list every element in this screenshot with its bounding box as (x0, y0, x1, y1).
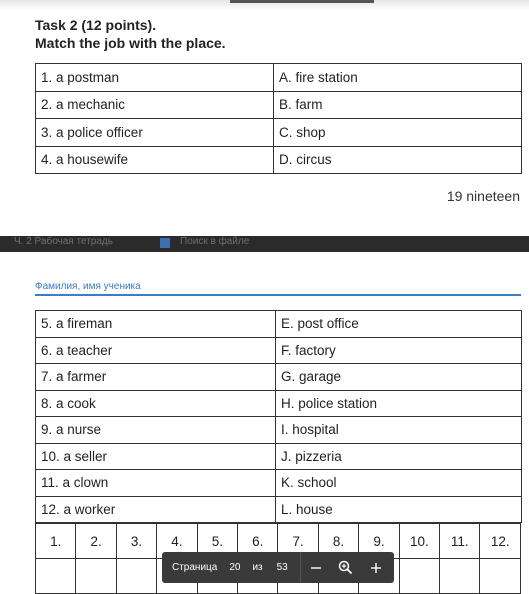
job-cell: 3. a police officer (36, 119, 274, 147)
task-title-line-1: Task 2 (12 points). (35, 17, 157, 33)
table-row (36, 311, 522, 338)
answer-blank-cell (399, 559, 439, 594)
answer-number: 1. (36, 524, 76, 559)
place-cell: F. factory (276, 337, 522, 364)
place-cell: J. pizzeria (276, 443, 522, 470)
zoom-button[interactable] (331, 552, 361, 583)
place-cell: B. farm (274, 91, 522, 119)
table-row (36, 470, 522, 497)
answer-number: 8. (318, 524, 358, 559)
job-cell: 9. a nurse (36, 417, 276, 444)
place-cell: E. post office (276, 311, 522, 338)
table-row (36, 119, 522, 147)
match-table-1 (35, 63, 522, 174)
student-name-label: Фамилия, имя ученика (35, 281, 141, 292)
task-title (35, 16, 226, 52)
answer-number: 5. (197, 524, 237, 559)
viewer-page-separator (0, 236, 529, 252)
answer-number: 7. (278, 524, 318, 559)
total-pages: 53 (276, 562, 288, 573)
minus-icon (310, 562, 322, 574)
table-row (36, 337, 522, 364)
page-number: 19 nineteen (446, 188, 520, 204)
job-cell: 10. a seller (36, 443, 276, 470)
place-cell: A. fire station (274, 64, 522, 92)
job-cell: 2. a mechanic (36, 91, 274, 119)
table-row (36, 91, 522, 119)
match-table-2 (35, 310, 522, 523)
answer-blank-cell (76, 559, 116, 594)
answer-number: 12. (480, 524, 521, 559)
answer-blank-cell (116, 559, 156, 594)
document-icon (160, 238, 170, 248)
answer-number: 11. (440, 524, 480, 559)
job-cell: 4. a housewife (36, 146, 274, 174)
answer-number: 9. (359, 524, 399, 559)
ghost-document-title: Ч. 2 Рабочая тетрадь (14, 236, 113, 247)
task-title-line-2: Match the job with the place. (35, 35, 226, 51)
page-label: Страница (172, 562, 218, 573)
table-row (36, 364, 522, 391)
top-page-tab (230, 0, 374, 3)
table-row (36, 64, 522, 92)
magnifier-icon (338, 560, 353, 575)
job-cell: 11. a clown (36, 470, 276, 497)
answer-number: 6. (238, 524, 278, 559)
table-row (36, 496, 522, 523)
place-cell: H. police station (276, 390, 522, 417)
pdf-page-toolbar (162, 552, 394, 583)
place-cell: D. circus (274, 146, 522, 174)
table-row (36, 443, 522, 470)
place-cell: C. shop (274, 119, 522, 147)
of-label: из (252, 562, 263, 573)
answer-number: 4. (157, 524, 197, 559)
place-cell: K. school (276, 470, 522, 497)
answer-number: 2. (76, 524, 116, 559)
place-cell: L. house (276, 496, 522, 523)
table-row (36, 390, 522, 417)
job-cell: 8. a cook (36, 390, 276, 417)
table-row (36, 146, 522, 174)
job-cell: 12. a worker (36, 496, 276, 523)
job-cell: 5. a fireman (36, 311, 276, 338)
answer-number: 3. (116, 524, 156, 559)
answer-blank-cell (440, 559, 480, 594)
job-cell: 7. a farmer (36, 364, 276, 391)
zoom-in-button[interactable] (361, 552, 391, 583)
current-page-input[interactable]: 20 (229, 562, 241, 573)
answer-number: 10. (399, 524, 439, 559)
answer-blank-cell (480, 559, 521, 594)
student-name-line (35, 294, 521, 296)
plus-icon (370, 562, 382, 574)
job-cell: 1. a postman (36, 64, 274, 92)
ghost-search-label: Поиск в файле (180, 236, 250, 247)
place-cell: I. hospital (276, 417, 522, 444)
place-cell: G. garage (276, 364, 522, 391)
zoom-out-button[interactable] (301, 552, 331, 583)
table-row (36, 417, 522, 444)
job-cell: 6. a teacher (36, 337, 276, 364)
answer-blank-cell (36, 559, 76, 594)
